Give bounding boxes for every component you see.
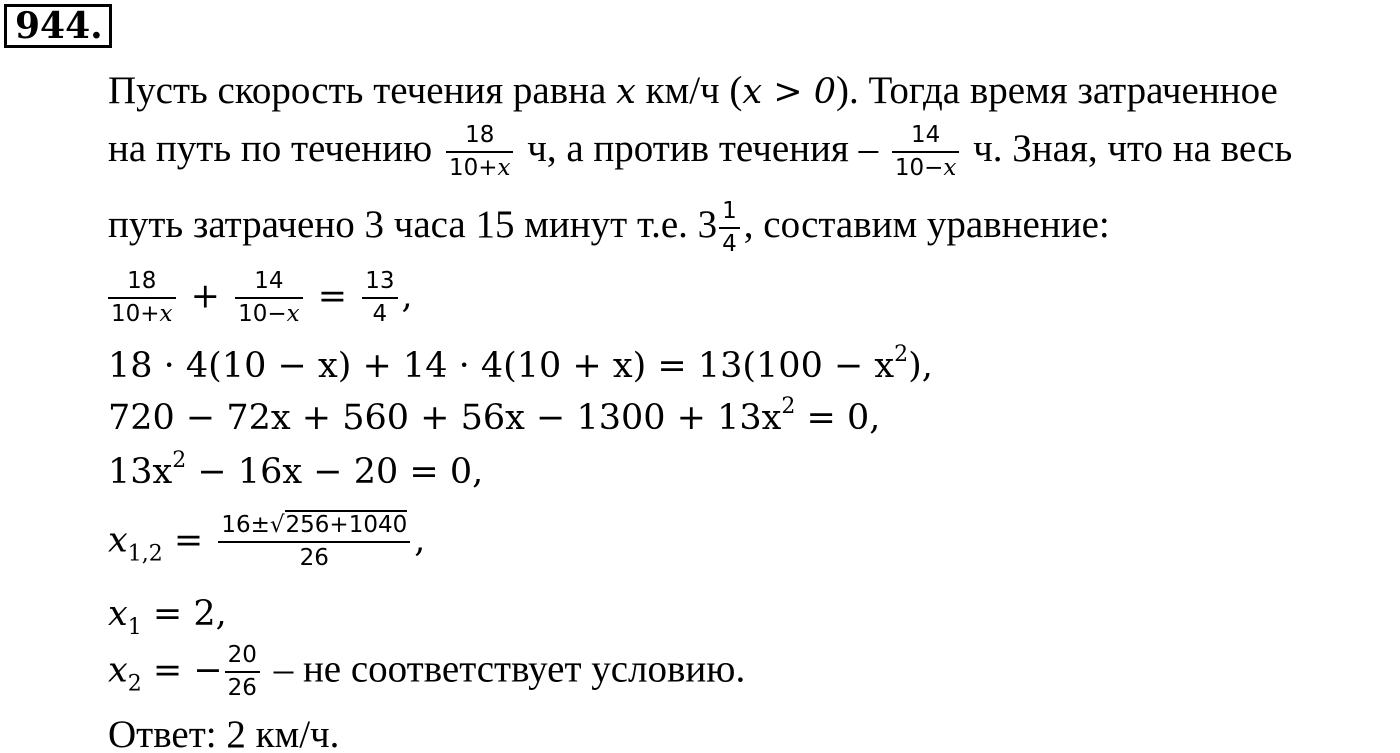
equation-fraction-2: $\frac{14}{10-x}$ (235, 268, 303, 328)
root-x2: $x_2$ = − $\frac{20}{26}$ – не соответствует условию. (108, 642, 746, 701)
equation-step-3: $13x^2 - 16x - 20 = 0$, (108, 448, 484, 492)
root-x1: $x_1 = 2$, (108, 594, 227, 640)
equation-fraction-1: $\frac{18}{10+x}$ (108, 268, 176, 328)
equation-fraction-3: $\frac{13}{4}$ (362, 268, 397, 328)
roots-formula: $x_{1,2}$ = $\frac{16\pm√256+1040}{26}$ , (108, 512, 426, 571)
mixed-number-fraction: $\frac{1}{4}$ (719, 198, 740, 258)
paragraph-line-2: на путь по течению $\frac{18}{10+x}$ ч, а против течения – $\frac{14}{10-x}$ ч. Зная, что на весь (108, 122, 1293, 181)
paragraph-line-1: Пусть скорость течения равна x км/ч (x > 0). Тогда время затраченное (108, 69, 1278, 112)
variable-x: x (616, 72, 636, 112)
equation-step-2: $720 - 72x + 560 + 56x - 1300 + 13x^2 = 0$, (108, 394, 881, 438)
problem-number: 944. (4, 4, 112, 48)
condition: x > 0 (742, 72, 837, 112)
root-x2-fraction: $\frac{20}{26}$ (225, 642, 260, 702)
paragraph-line-3: путь затрачено 3 часа 15 минут т.е. 3 $\frac{1}{4}$ , составим уравнение: (108, 198, 1110, 257)
fraction-downstream: $\frac{18}{10+x}$ (446, 122, 514, 182)
mixed-number-whole: 3 (697, 202, 718, 246)
fraction-upstream: $\frac{14}{10-x}$ (892, 122, 960, 182)
equation-fractions: $\frac{18}{10+x}$ + $\frac{14}{10-x}$ = $\frac{13}{4}$ , (108, 268, 413, 328)
equation-step-1: $18 \cdot 4(10 - x) + 14 \cdot 4(10 + x) = 13(100 - x^2)$, (108, 342, 933, 386)
discriminant-fraction: $\frac{16\pm√256+1040}{26}$ (218, 512, 410, 572)
answer: Ответ: 2 км/ч. (108, 713, 340, 753)
square-root-radicand: 256+1040 (285, 512, 408, 538)
